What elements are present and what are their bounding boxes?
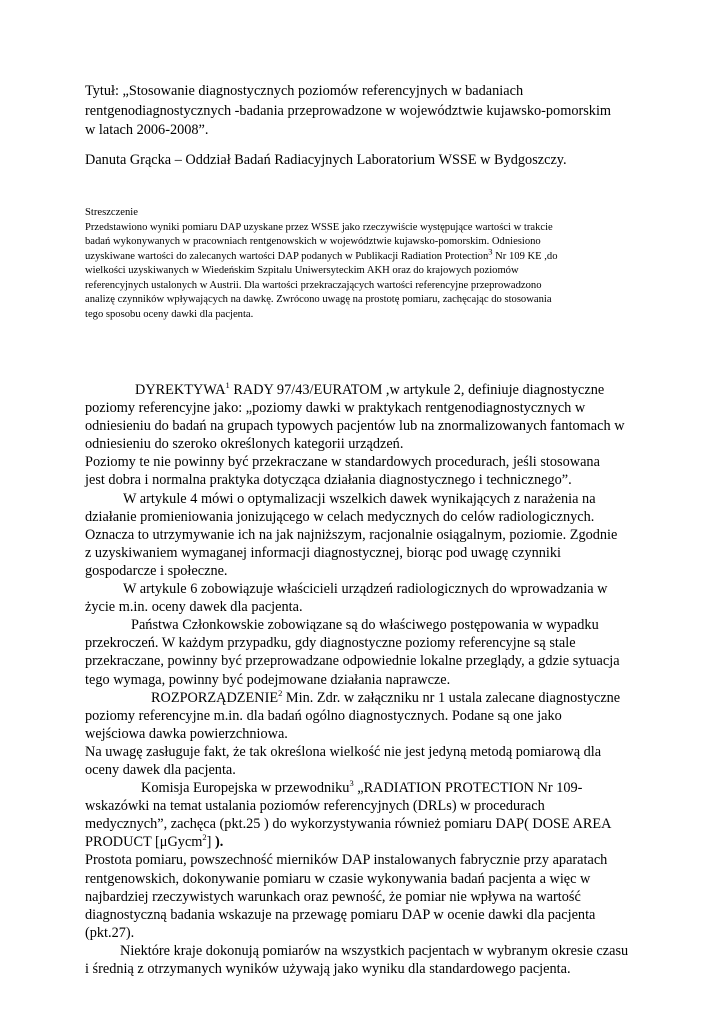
abstract-section: [85, 206, 665, 322]
abstract-line: [85, 245, 665, 265]
body-line: [85, 381, 685, 399]
body-line: działanie promieniowania jonizującego w celach medycznych do celów radiologicznych.: [85, 508, 595, 525]
abstract-line: Przedstawiono wyniki pomiaru DAP uzyskane przez WSSE jako rzeczywiście występujące wartości w trakcie: [85, 221, 553, 233]
body-text-bold: ).: [215, 834, 224, 851]
body-line: Na uwagę zasługuje fakt, że tak określona wielkość nie jest jedyną metodą pomiarową dla: [85, 743, 602, 760]
author-affiliation: Danuta Grącka – Oddział Badań Radiacyjnych Laboratorium WSSE w Bydgoszczy.: [85, 152, 567, 168]
body-line: wskazówki na temat ustalania poziomów referencyjnych (DRLs) w procedurach: [85, 798, 545, 815]
body-line: [85, 779, 685, 797]
footnote-ref: 3: [488, 245, 493, 256]
abstract-line: analizę czynników wpływających na dawkę. Zwrócono uwagę na prostotę pomiaru, zachęcając do stosowania: [85, 294, 552, 305]
document-title: [85, 82, 665, 141]
body-line: rentgenowskich, dokonywanie pomiaru w czasie wykonywania badań pacjenta a więc w: [85, 870, 591, 887]
body-line: Niektóre kraje dokonują pomiarów na wszystkich pacjentach w wybranym okresie czasu: [120, 942, 629, 959]
title-line: rentgenodiagnostycznych -badania przeprowadzone w województwie kujawsko-pomorskim: [85, 102, 612, 119]
abstract-line-text: uzyskiwane wartości do zalecanych wartości DAP podanych w Publikacji Radiation Protection: [85, 250, 489, 262]
body-text-span: Min. Zdr. w załączniku nr 1 ustala zalecane diagnostyczne: [282, 689, 621, 706]
body-text-span: Komisja Europejska w przewodniku: [141, 780, 350, 797]
body-line: poziomy referencyjne jako: „poziomy dawki w praktykach rentgenodiagnostycznych w: [85, 400, 586, 417]
title-line: w latach 2006-2008”.: [85, 122, 209, 138]
body-text-span: PRODUCT [μGycm: [85, 834, 203, 851]
abstract-line: tego sposobu oceny dawki dla pacjenta.: [85, 308, 254, 320]
body-line: Prostota pomiaru, powszechność mierników DAP instalowanych fabrycznie przy aparatach: [85, 852, 608, 869]
footnote-ref: 2: [278, 687, 283, 698]
body-line: i średnią z otrzymanych wyników używają jako wyniku dla standardowego pacjenta.: [85, 961, 571, 977]
abstract-line-tail: Nr 109 KE ,do: [492, 250, 558, 262]
body-line: życie m.in. oceny dawek dla pacjenta.: [85, 599, 303, 616]
body-text: [85, 381, 685, 978]
body-line: Oznacza to utrzymywanie ich na jak najniższym, racjonalnie osiągalnym, poziomie. Zgodnie: [85, 526, 618, 543]
body-line: (pkt.27).: [85, 924, 135, 941]
body-line: poziomy referencyjne m.in. dla badań ogólno diagnostycznych. Podane są one jako: [85, 707, 562, 724]
superscript: 2: [202, 832, 207, 843]
body-line: W artykule 4 mówi o optymalizacji wszelkich dawek wynikających z narażenia na: [123, 490, 596, 507]
title-line: Tytuł: „Stosowanie diagnostycznych poziomów referencyjnych w badaniach: [85, 83, 524, 99]
footnote-ref: 3: [349, 778, 354, 789]
abstract-line: badań wykonywanych w pracowniach rentgenowskich w województwie kujawsko-pomorskim. Odniesiono: [85, 236, 541, 247]
body-line: W artykule 6 zobowiązuje właścicieli urządzeń radiologicznych do wprowadzania w: [123, 581, 608, 598]
body-line: z uzyskiwaniem wymaganej informacji diagnostycznej, biorąc pod uwagę czynniki: [85, 544, 562, 561]
body-line: tego wymaga, powinny być podejmowane działania naprawcze.: [85, 671, 451, 688]
body-line: Poziomy te nie powinny być przekraczane w standardowych procedurach, jeśli stosowana: [85, 454, 600, 471]
body-line: odniesieniu do badań na grupach typowych pacjentów lub na znormalizowanych fantomach w: [85, 418, 625, 435]
abstract-heading: Streszczenie: [85, 207, 138, 218]
footnote-ref: 1: [225, 380, 230, 391]
abstract-line: wielkości uzyskiwanych w Wiedeńskim Szpitalu Uniwersyteckim AKH oraz do krajowych poziomów: [85, 265, 519, 276]
body-line: diagnostyczną badania wskazuje na przewagę pomiaru DAP w ocenie dawki dla pacjenta: [85, 906, 596, 923]
body-text-span: RADY 97/43/EURATOM ,w artykule 2, definiuje diagnostyczne: [229, 382, 605, 398]
body-line: [85, 833, 685, 851]
body-line: odniesieniu do szeroko określonych kategorii urządzeń.: [85, 436, 404, 453]
body-line: przekroczeń. W każdym przypadku, gdy diagnostyczne poziomy referencyjne są stale: [85, 635, 576, 652]
abstract-line: referencyjnych ustalonych w Austrii. Dla wartości przekraczających wartości referencyjne przeprowadzono: [85, 279, 542, 291]
body-text-span: ROZPORZĄDZENIE: [151, 689, 279, 706]
body-text-span: „RADIATION PROTECTION Nr 109-: [353, 780, 583, 797]
body-line: jest dobra i normalna praktyka dotycząca działania diagnostycznego i technicznego”.: [85, 472, 572, 489]
body-text-span: ]: [206, 834, 216, 851]
body-line: Państwa Członkowskie zobowiązane są do właściwego postępowania w wypadku: [131, 617, 599, 634]
body-line: gospodarcze i społeczne.: [85, 562, 228, 579]
body-text-span: DYREKTYWA: [135, 382, 226, 398]
body-line: najbardziej rzeczywistych warunkach oraz pewność, że pomiar nie wpływa na wartość: [85, 888, 581, 905]
body-line: [85, 689, 685, 707]
body-line: medycznych”, zachęca (pkt.25 ) do wykorzystywania również pomiaru DAP( DOSE AREA: [85, 816, 612, 833]
body-line: przekraczane, powinny być przeprowadzane odpowiednie lokalne przeglądy, a gdzie sytuacja: [85, 653, 620, 670]
body-line: oceny dawek dla pacjenta.: [85, 761, 236, 778]
body-line: wejściowa dawka powierzchniowa.: [85, 725, 288, 742]
